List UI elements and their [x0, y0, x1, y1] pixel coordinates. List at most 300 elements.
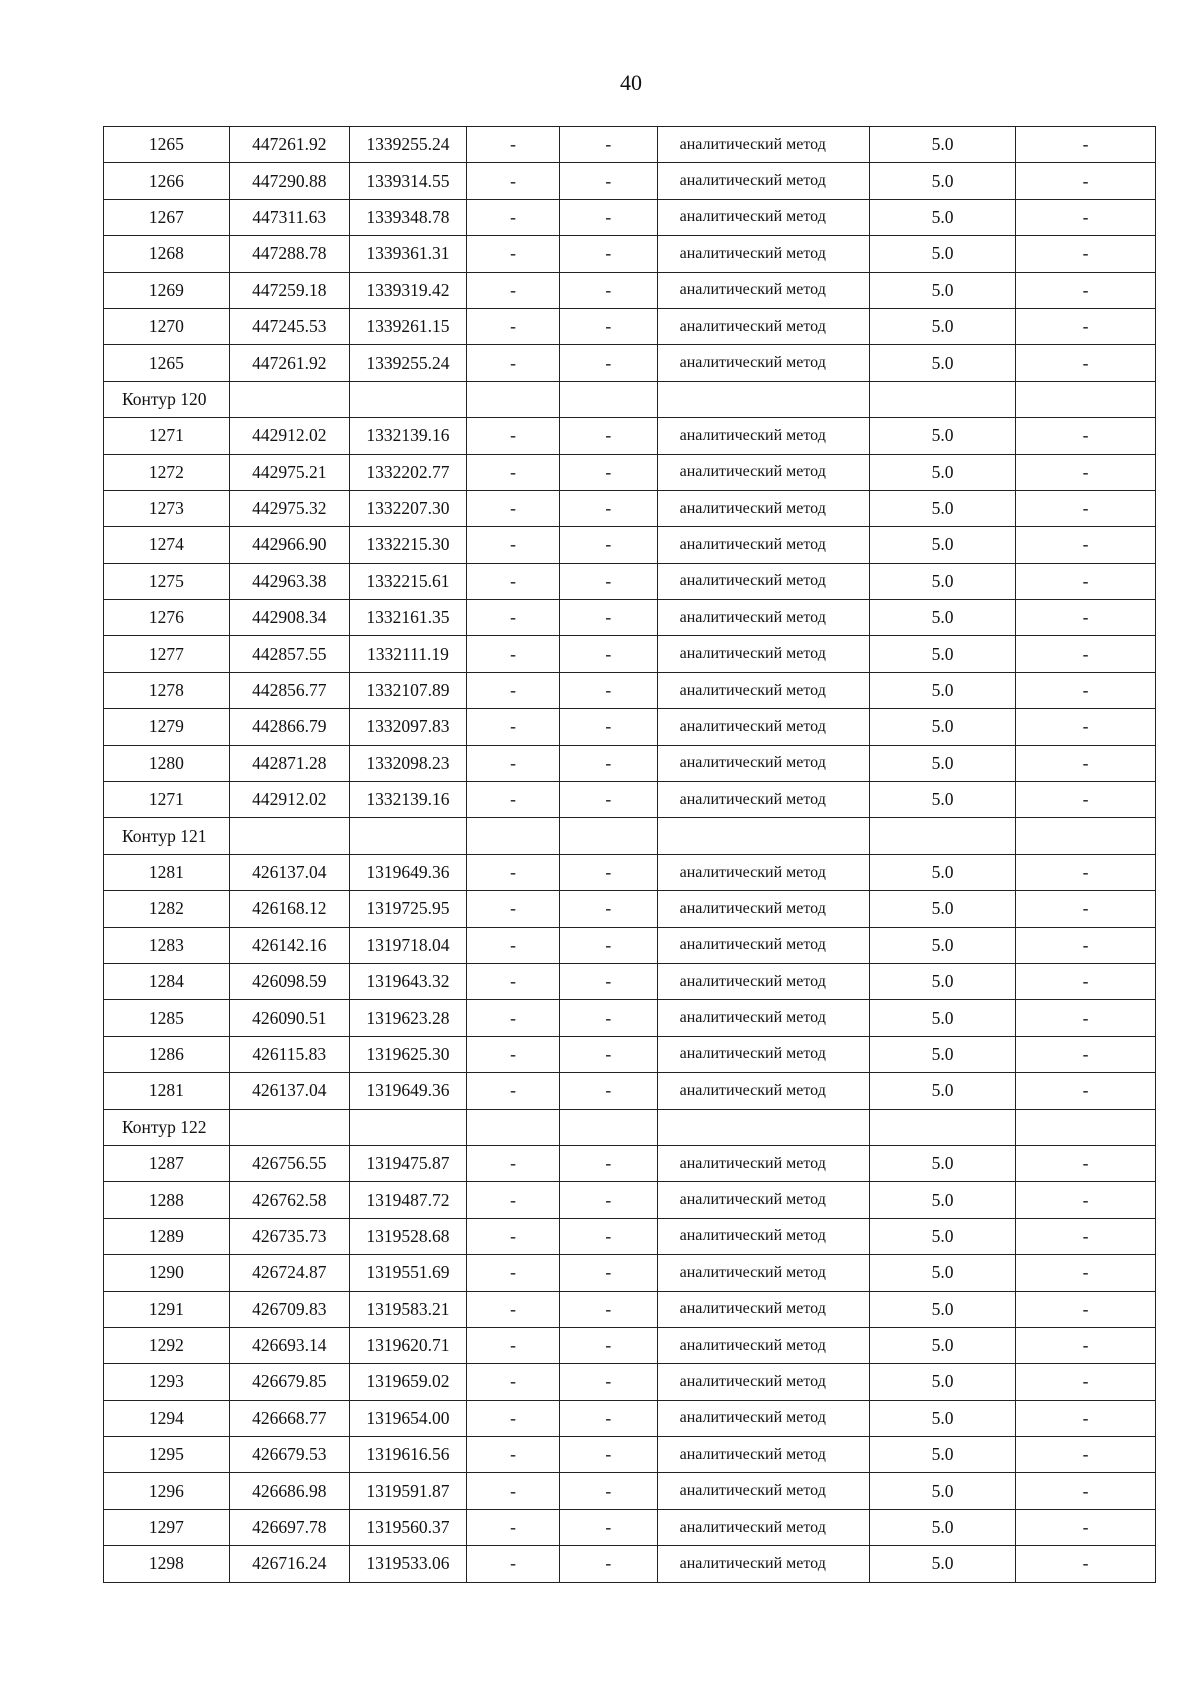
x-coordinate-cell: 442912.02: [229, 782, 349, 818]
accuracy-cell: 5.0: [869, 418, 1015, 454]
dash-cell: -: [560, 490, 658, 526]
dash-cell: -: [1016, 199, 1156, 235]
contour-header-row: [104, 1109, 1156, 1145]
accuracy-cell: 5.0: [869, 345, 1015, 381]
point-number-cell: 1283: [104, 927, 230, 963]
accuracy-cell: 5.0: [869, 1327, 1015, 1363]
point-number-cell: 1279: [104, 709, 230, 745]
dash-cell: -: [1016, 600, 1156, 636]
dash-cell: -: [560, 199, 658, 235]
accuracy-cell: 5.0: [869, 163, 1015, 199]
dash-cell: -: [560, 1218, 658, 1254]
accuracy-cell: 5.0: [869, 1364, 1015, 1400]
x-coordinate-cell: 442856.77: [229, 672, 349, 708]
dash-cell: -: [466, 563, 559, 599]
empty-cell: [560, 381, 658, 417]
y-coordinate-cell: 1319659.02: [349, 1364, 466, 1400]
empty-cell: [1016, 1109, 1156, 1145]
empty-cell: [229, 381, 349, 417]
x-coordinate-cell: 426168.12: [229, 891, 349, 927]
accuracy-cell: 5.0: [869, 1255, 1015, 1291]
x-coordinate-cell: 426756.55: [229, 1145, 349, 1181]
dash-cell: -: [560, 454, 658, 490]
dash-cell: -: [1016, 1400, 1156, 1436]
empty-cell: [1016, 818, 1156, 854]
y-coordinate-cell: 1319643.32: [349, 963, 466, 999]
y-coordinate-cell: 1319620.71: [349, 1327, 466, 1363]
dash-cell: -: [1016, 891, 1156, 927]
dash-cell: -: [560, 1036, 658, 1072]
point-number-cell: 1291: [104, 1291, 230, 1327]
dash-cell: -: [1016, 1327, 1156, 1363]
point-number-cell: 1265: [104, 345, 230, 381]
dash-cell: -: [560, 600, 658, 636]
dash-cell: -: [560, 1255, 658, 1291]
y-coordinate-cell: 1332207.30: [349, 490, 466, 526]
accuracy-cell: 5.0: [869, 1291, 1015, 1327]
x-coordinate-cell: 426697.78: [229, 1509, 349, 1545]
point-number-cell: 1287: [104, 1145, 230, 1181]
dash-cell: -: [1016, 1073, 1156, 1109]
point-number-cell: 1298: [104, 1546, 230, 1582]
dash-cell: -: [1016, 1218, 1156, 1254]
table-row: [104, 418, 1156, 454]
accuracy-cell: 5.0: [869, 1546, 1015, 1582]
dash-cell: -: [1016, 709, 1156, 745]
y-coordinate-cell: 1319487.72: [349, 1182, 466, 1218]
x-coordinate-cell: 426098.59: [229, 963, 349, 999]
y-coordinate-cell: 1319560.37: [349, 1509, 466, 1545]
dash-cell: -: [1016, 927, 1156, 963]
accuracy-cell: 5.0: [869, 745, 1015, 781]
y-coordinate-cell: 1319533.06: [349, 1546, 466, 1582]
point-number-cell: 1281: [104, 854, 230, 890]
accuracy-cell: 5.0: [869, 672, 1015, 708]
x-coordinate-cell: 426090.51: [229, 1000, 349, 1036]
dash-cell: -: [560, 563, 658, 599]
dash-cell: -: [1016, 563, 1156, 599]
y-coordinate-cell: 1332098.23: [349, 745, 466, 781]
accuracy-cell: 5.0: [869, 782, 1015, 818]
method-cell: аналитический метод: [657, 745, 869, 781]
dash-cell: -: [466, 1073, 559, 1109]
y-coordinate-cell: 1339314.55: [349, 163, 466, 199]
dash-cell: -: [1016, 308, 1156, 344]
x-coordinate-cell: 426668.77: [229, 1400, 349, 1436]
accuracy-cell: 5.0: [869, 127, 1015, 163]
dash-cell: -: [560, 1291, 658, 1327]
accuracy-cell: 5.0: [869, 308, 1015, 344]
y-coordinate-cell: 1319475.87: [349, 1145, 466, 1181]
dash-cell: -: [1016, 1473, 1156, 1509]
empty-cell: [229, 818, 349, 854]
accuracy-cell: 5.0: [869, 1400, 1015, 1436]
dash-cell: -: [1016, 163, 1156, 199]
dash-cell: -: [466, 1255, 559, 1291]
x-coordinate-cell: 426709.83: [229, 1291, 349, 1327]
table-row: [104, 163, 1156, 199]
point-number-cell: 1275: [104, 563, 230, 599]
y-coordinate-cell: 1319616.56: [349, 1437, 466, 1473]
dash-cell: -: [560, 1473, 658, 1509]
point-number-cell: 1293: [104, 1364, 230, 1400]
accuracy-cell: 5.0: [869, 854, 1015, 890]
method-cell: аналитический метод: [657, 1327, 869, 1363]
dash-cell: -: [466, 345, 559, 381]
method-cell: аналитический метод: [657, 1546, 869, 1582]
empty-cell: [349, 1109, 466, 1145]
empty-cell: [1016, 381, 1156, 417]
x-coordinate-cell: 426762.58: [229, 1182, 349, 1218]
y-coordinate-cell: 1332161.35: [349, 600, 466, 636]
x-coordinate-cell: 426735.73: [229, 1218, 349, 1254]
x-coordinate-cell: 426693.14: [229, 1327, 349, 1363]
y-coordinate-cell: 1319625.30: [349, 1036, 466, 1072]
empty-cell: [560, 1109, 658, 1145]
method-cell: аналитический метод: [657, 1509, 869, 1545]
dash-cell: -: [466, 709, 559, 745]
y-coordinate-cell: 1319623.28: [349, 1000, 466, 1036]
y-coordinate-cell: 1339361.31: [349, 236, 466, 272]
method-cell: аналитический метод: [657, 1400, 869, 1436]
dash-cell: -: [466, 1036, 559, 1072]
dash-cell: -: [560, 345, 658, 381]
dash-cell: -: [1016, 963, 1156, 999]
point-number-cell: 1269: [104, 272, 230, 308]
method-cell: аналитический метод: [657, 1255, 869, 1291]
dash-cell: -: [560, 1437, 658, 1473]
contour-title: Контур 120: [104, 381, 230, 417]
dash-cell: -: [466, 127, 559, 163]
empty-cell: [869, 381, 1015, 417]
point-number-cell: 1272: [104, 454, 230, 490]
dash-cell: -: [1016, 490, 1156, 526]
dash-cell: -: [560, 854, 658, 890]
dash-cell: -: [466, 891, 559, 927]
dash-cell: -: [1016, 1364, 1156, 1400]
table-row: [104, 527, 1156, 563]
dash-cell: -: [560, 963, 658, 999]
dash-cell: -: [466, 963, 559, 999]
y-coordinate-cell: 1319649.36: [349, 854, 466, 890]
dash-cell: -: [560, 927, 658, 963]
method-cell: аналитический метод: [657, 127, 869, 163]
method-cell: аналитический метод: [657, 600, 869, 636]
point-number-cell: 1278: [104, 672, 230, 708]
method-cell: аналитический метод: [657, 163, 869, 199]
dash-cell: -: [560, 236, 658, 272]
empty-cell: [466, 1109, 559, 1145]
method-cell: аналитический метод: [657, 527, 869, 563]
table-row: [104, 1291, 1156, 1327]
dash-cell: -: [560, 672, 658, 708]
method-cell: аналитический метод: [657, 1218, 869, 1254]
empty-cell: [349, 818, 466, 854]
dash-cell: -: [1016, 745, 1156, 781]
dash-cell: -: [560, 891, 658, 927]
empty-cell: [560, 818, 658, 854]
dash-cell: -: [466, 308, 559, 344]
dash-cell: -: [560, 272, 658, 308]
empty-cell: [869, 818, 1015, 854]
table-row: [104, 927, 1156, 963]
dash-cell: -: [560, 527, 658, 563]
table-row: [104, 1364, 1156, 1400]
dash-cell: -: [560, 1509, 658, 1545]
dash-cell: -: [1016, 345, 1156, 381]
accuracy-cell: 5.0: [869, 963, 1015, 999]
dash-cell: -: [1016, 1145, 1156, 1181]
accuracy-cell: 5.0: [869, 454, 1015, 490]
contour-title: Контур 122: [104, 1109, 230, 1145]
y-coordinate-cell: 1332139.16: [349, 782, 466, 818]
dash-cell: -: [560, 745, 658, 781]
point-number-cell: 1284: [104, 963, 230, 999]
point-number-cell: 1273: [104, 490, 230, 526]
accuracy-cell: 5.0: [869, 1218, 1015, 1254]
method-cell: аналитический метод: [657, 308, 869, 344]
x-coordinate-cell: 442866.79: [229, 709, 349, 745]
dash-cell: -: [1016, 272, 1156, 308]
method-cell: аналитический метод: [657, 672, 869, 708]
table-row: [104, 1400, 1156, 1436]
point-number-cell: 1296: [104, 1473, 230, 1509]
point-number-cell: 1267: [104, 199, 230, 235]
point-number-cell: 1266: [104, 163, 230, 199]
table-row: [104, 963, 1156, 999]
x-coordinate-cell: 447261.92: [229, 127, 349, 163]
dash-cell: -: [560, 782, 658, 818]
point-number-cell: 1271: [104, 782, 230, 818]
dash-cell: -: [466, 199, 559, 235]
x-coordinate-cell: 447290.88: [229, 163, 349, 199]
accuracy-cell: 5.0: [869, 1437, 1015, 1473]
dash-cell: -: [560, 1364, 658, 1400]
dash-cell: -: [560, 163, 658, 199]
contour-header-row: [104, 381, 1156, 417]
dash-cell: -: [1016, 782, 1156, 818]
table-row: [104, 854, 1156, 890]
point-number-cell: 1289: [104, 1218, 230, 1254]
point-number-cell: 1285: [104, 1000, 230, 1036]
y-coordinate-cell: 1332111.19: [349, 636, 466, 672]
y-coordinate-cell: 1319551.69: [349, 1255, 466, 1291]
dash-cell: -: [1016, 418, 1156, 454]
point-number-cell: 1282: [104, 891, 230, 927]
dash-cell: -: [466, 927, 559, 963]
y-coordinate-cell: 1332107.89: [349, 672, 466, 708]
accuracy-cell: 5.0: [869, 199, 1015, 235]
dash-cell: -: [466, 636, 559, 672]
x-coordinate-cell: 447259.18: [229, 272, 349, 308]
dash-cell: -: [560, 127, 658, 163]
x-coordinate-cell: 426115.83: [229, 1036, 349, 1072]
x-coordinate-cell: 442963.38: [229, 563, 349, 599]
accuracy-cell: 5.0: [869, 891, 1015, 927]
table-row: [104, 490, 1156, 526]
dash-cell: -: [466, 1473, 559, 1509]
dash-cell: -: [560, 709, 658, 745]
method-cell: аналитический метод: [657, 1073, 869, 1109]
dash-cell: -: [466, 272, 559, 308]
y-coordinate-cell: 1332215.61: [349, 563, 466, 599]
point-number-cell: 1274: [104, 527, 230, 563]
accuracy-cell: 5.0: [869, 709, 1015, 745]
y-coordinate-cell: 1339261.15: [349, 308, 466, 344]
dash-cell: -: [466, 1327, 559, 1363]
dash-cell: -: [466, 1437, 559, 1473]
dash-cell: -: [1016, 1509, 1156, 1545]
point-number-cell: 1294: [104, 1400, 230, 1436]
method-cell: аналитический метод: [657, 1473, 869, 1509]
empty-cell: [657, 381, 869, 417]
table-row: [104, 1036, 1156, 1072]
empty-cell: [466, 381, 559, 417]
table-row: [104, 1145, 1156, 1181]
dash-cell: -: [560, 1546, 658, 1582]
table-row: [104, 782, 1156, 818]
method-cell: аналитический метод: [657, 1000, 869, 1036]
dash-cell: -: [1016, 672, 1156, 708]
accuracy-cell: 5.0: [869, 1509, 1015, 1545]
dash-cell: -: [466, 1291, 559, 1327]
accuracy-cell: 5.0: [869, 1000, 1015, 1036]
x-coordinate-cell: 442975.32: [229, 490, 349, 526]
point-number-cell: 1271: [104, 418, 230, 454]
x-coordinate-cell: 447261.92: [229, 345, 349, 381]
dash-cell: -: [1016, 527, 1156, 563]
table-row: [104, 272, 1156, 308]
dash-cell: -: [560, 1145, 658, 1181]
y-coordinate-cell: 1332097.83: [349, 709, 466, 745]
point-number-cell: 1297: [104, 1509, 230, 1545]
y-coordinate-cell: 1319649.36: [349, 1073, 466, 1109]
table-row: [104, 1255, 1156, 1291]
dash-cell: -: [560, 1182, 658, 1218]
x-coordinate-cell: 442857.55: [229, 636, 349, 672]
dash-cell: -: [466, 236, 559, 272]
point-number-cell: 1290: [104, 1255, 230, 1291]
x-coordinate-cell: 426686.98: [229, 1473, 349, 1509]
method-cell: аналитический метод: [657, 854, 869, 890]
x-coordinate-cell: 447245.53: [229, 308, 349, 344]
point-number-cell: 1265: [104, 127, 230, 163]
point-number-cell: 1277: [104, 636, 230, 672]
dash-cell: -: [560, 636, 658, 672]
empty-cell: [657, 1109, 869, 1145]
accuracy-cell: 5.0: [869, 236, 1015, 272]
dash-cell: -: [466, 1218, 559, 1254]
table-row: [104, 891, 1156, 927]
table-row: [104, 454, 1156, 490]
point-number-cell: 1281: [104, 1073, 230, 1109]
y-coordinate-cell: 1319528.68: [349, 1218, 466, 1254]
empty-cell: [349, 381, 466, 417]
page-number: 40: [620, 70, 642, 95]
dash-cell: -: [466, 1000, 559, 1036]
empty-cell: [229, 1109, 349, 1145]
accuracy-cell: 5.0: [869, 272, 1015, 308]
table-row: [104, 745, 1156, 781]
table-row: [104, 709, 1156, 745]
dash-cell: -: [1016, 1546, 1156, 1582]
dash-cell: -: [1016, 1000, 1156, 1036]
dash-cell: -: [466, 672, 559, 708]
dash-cell: -: [466, 1400, 559, 1436]
point-number-cell: 1295: [104, 1437, 230, 1473]
method-cell: аналитический метод: [657, 927, 869, 963]
point-number-cell: 1270: [104, 308, 230, 344]
accuracy-cell: 5.0: [869, 1073, 1015, 1109]
dash-cell: -: [466, 418, 559, 454]
table-row: [104, 308, 1156, 344]
table-row: [104, 236, 1156, 272]
table-row: [104, 672, 1156, 708]
method-cell: аналитический метод: [657, 636, 869, 672]
dash-cell: -: [560, 1000, 658, 1036]
method-cell: аналитический метод: [657, 1182, 869, 1218]
y-coordinate-cell: 1339255.24: [349, 345, 466, 381]
method-cell: аналитический метод: [657, 1364, 869, 1400]
method-cell: аналитический метод: [657, 891, 869, 927]
method-cell: аналитический метод: [657, 563, 869, 599]
dash-cell: -: [1016, 127, 1156, 163]
y-coordinate-cell: 1332215.30: [349, 527, 466, 563]
dash-cell: -: [1016, 1291, 1156, 1327]
dash-cell: -: [466, 600, 559, 636]
y-coordinate-cell: 1339348.78: [349, 199, 466, 235]
dash-cell: -: [466, 1509, 559, 1545]
point-number-cell: 1280: [104, 745, 230, 781]
method-cell: аналитический метод: [657, 345, 869, 381]
dash-cell: -: [1016, 454, 1156, 490]
contour-header-row: [104, 818, 1156, 854]
table-row: [104, 1218, 1156, 1254]
table-row: [104, 345, 1156, 381]
method-cell: аналитический метод: [657, 1437, 869, 1473]
dash-cell: -: [560, 1327, 658, 1363]
y-coordinate-cell: 1332139.16: [349, 418, 466, 454]
y-coordinate-cell: 1332202.77: [349, 454, 466, 490]
point-number-cell: 1292: [104, 1327, 230, 1363]
x-coordinate-cell: 426137.04: [229, 854, 349, 890]
accuracy-cell: 5.0: [869, 1145, 1015, 1181]
x-coordinate-cell: 447311.63: [229, 199, 349, 235]
x-coordinate-cell: 426724.87: [229, 1255, 349, 1291]
table-row: [104, 199, 1156, 235]
table-row: [104, 1437, 1156, 1473]
accuracy-cell: 5.0: [869, 927, 1015, 963]
dash-cell: -: [466, 527, 559, 563]
table-row: [104, 1473, 1156, 1509]
method-cell: аналитический метод: [657, 236, 869, 272]
coordinates-table-body: [104, 127, 1156, 1583]
method-cell: аналитический метод: [657, 272, 869, 308]
x-coordinate-cell: 442912.02: [229, 418, 349, 454]
table-row: [104, 1000, 1156, 1036]
dash-cell: -: [560, 1400, 658, 1436]
table-row: [104, 636, 1156, 672]
dash-cell: -: [466, 454, 559, 490]
method-cell: аналитический метод: [657, 199, 869, 235]
table-row: [104, 127, 1156, 163]
x-coordinate-cell: 442871.28: [229, 745, 349, 781]
accuracy-cell: 5.0: [869, 636, 1015, 672]
x-coordinate-cell: 442975.21: [229, 454, 349, 490]
dash-cell: -: [466, 745, 559, 781]
coordinates-table: [103, 126, 1156, 1583]
dash-cell: -: [1016, 1437, 1156, 1473]
